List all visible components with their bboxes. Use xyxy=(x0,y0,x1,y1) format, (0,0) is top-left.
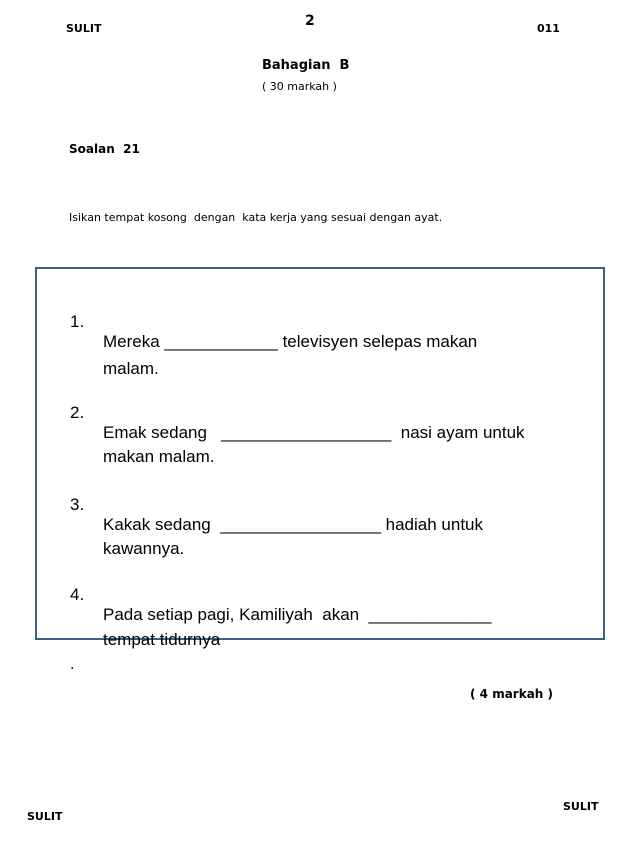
item-number: 1. xyxy=(70,312,85,331)
item-text-line1: Mereka ____________ televisyen selepas makan xyxy=(103,332,478,351)
item-text-line2: makan malam. xyxy=(103,447,215,466)
trailing-dot: . xyxy=(70,656,75,673)
question-instruction: Isikan tempat kosong dengan kata kerja yang sesuai dengan ayat. xyxy=(69,211,443,224)
section-title: Bahagian B xyxy=(262,58,350,73)
question-item-continuation xyxy=(70,519,185,559)
question-item-continuation xyxy=(70,610,221,650)
item-text-line2: tempat tidurnya xyxy=(103,630,221,649)
item-number: 2. xyxy=(70,403,85,422)
item-text-line1: Pada setiap pagi, Kamiliyah akan _____________ xyxy=(103,605,492,624)
section-marks: ( 30 markah ) xyxy=(262,80,337,93)
item-text-line2: kawannya. xyxy=(103,539,185,558)
question-item-continuation xyxy=(70,427,215,467)
item-number: 4. xyxy=(70,585,85,604)
item-text-line1: Kakak sedang _________________ hadiah untuk xyxy=(103,515,484,534)
question-item-continuation xyxy=(70,339,159,379)
header-sulit-left: SULIT xyxy=(66,22,102,35)
header-code-right: 011 xyxy=(537,22,560,35)
footer-sulit-left: SULIT xyxy=(27,810,63,823)
footer-sulit-right: SULIT xyxy=(563,800,599,813)
item-text-line1: Emak sedang __________________ nasi ayam untuk xyxy=(103,423,525,442)
item-number: 3. xyxy=(70,495,85,514)
page-number: 2 xyxy=(305,13,315,29)
total-marks: ( 4 markah ) xyxy=(470,687,553,701)
item-text-line2: malam. xyxy=(103,359,159,378)
question-label: Soalan 21 xyxy=(69,142,140,156)
